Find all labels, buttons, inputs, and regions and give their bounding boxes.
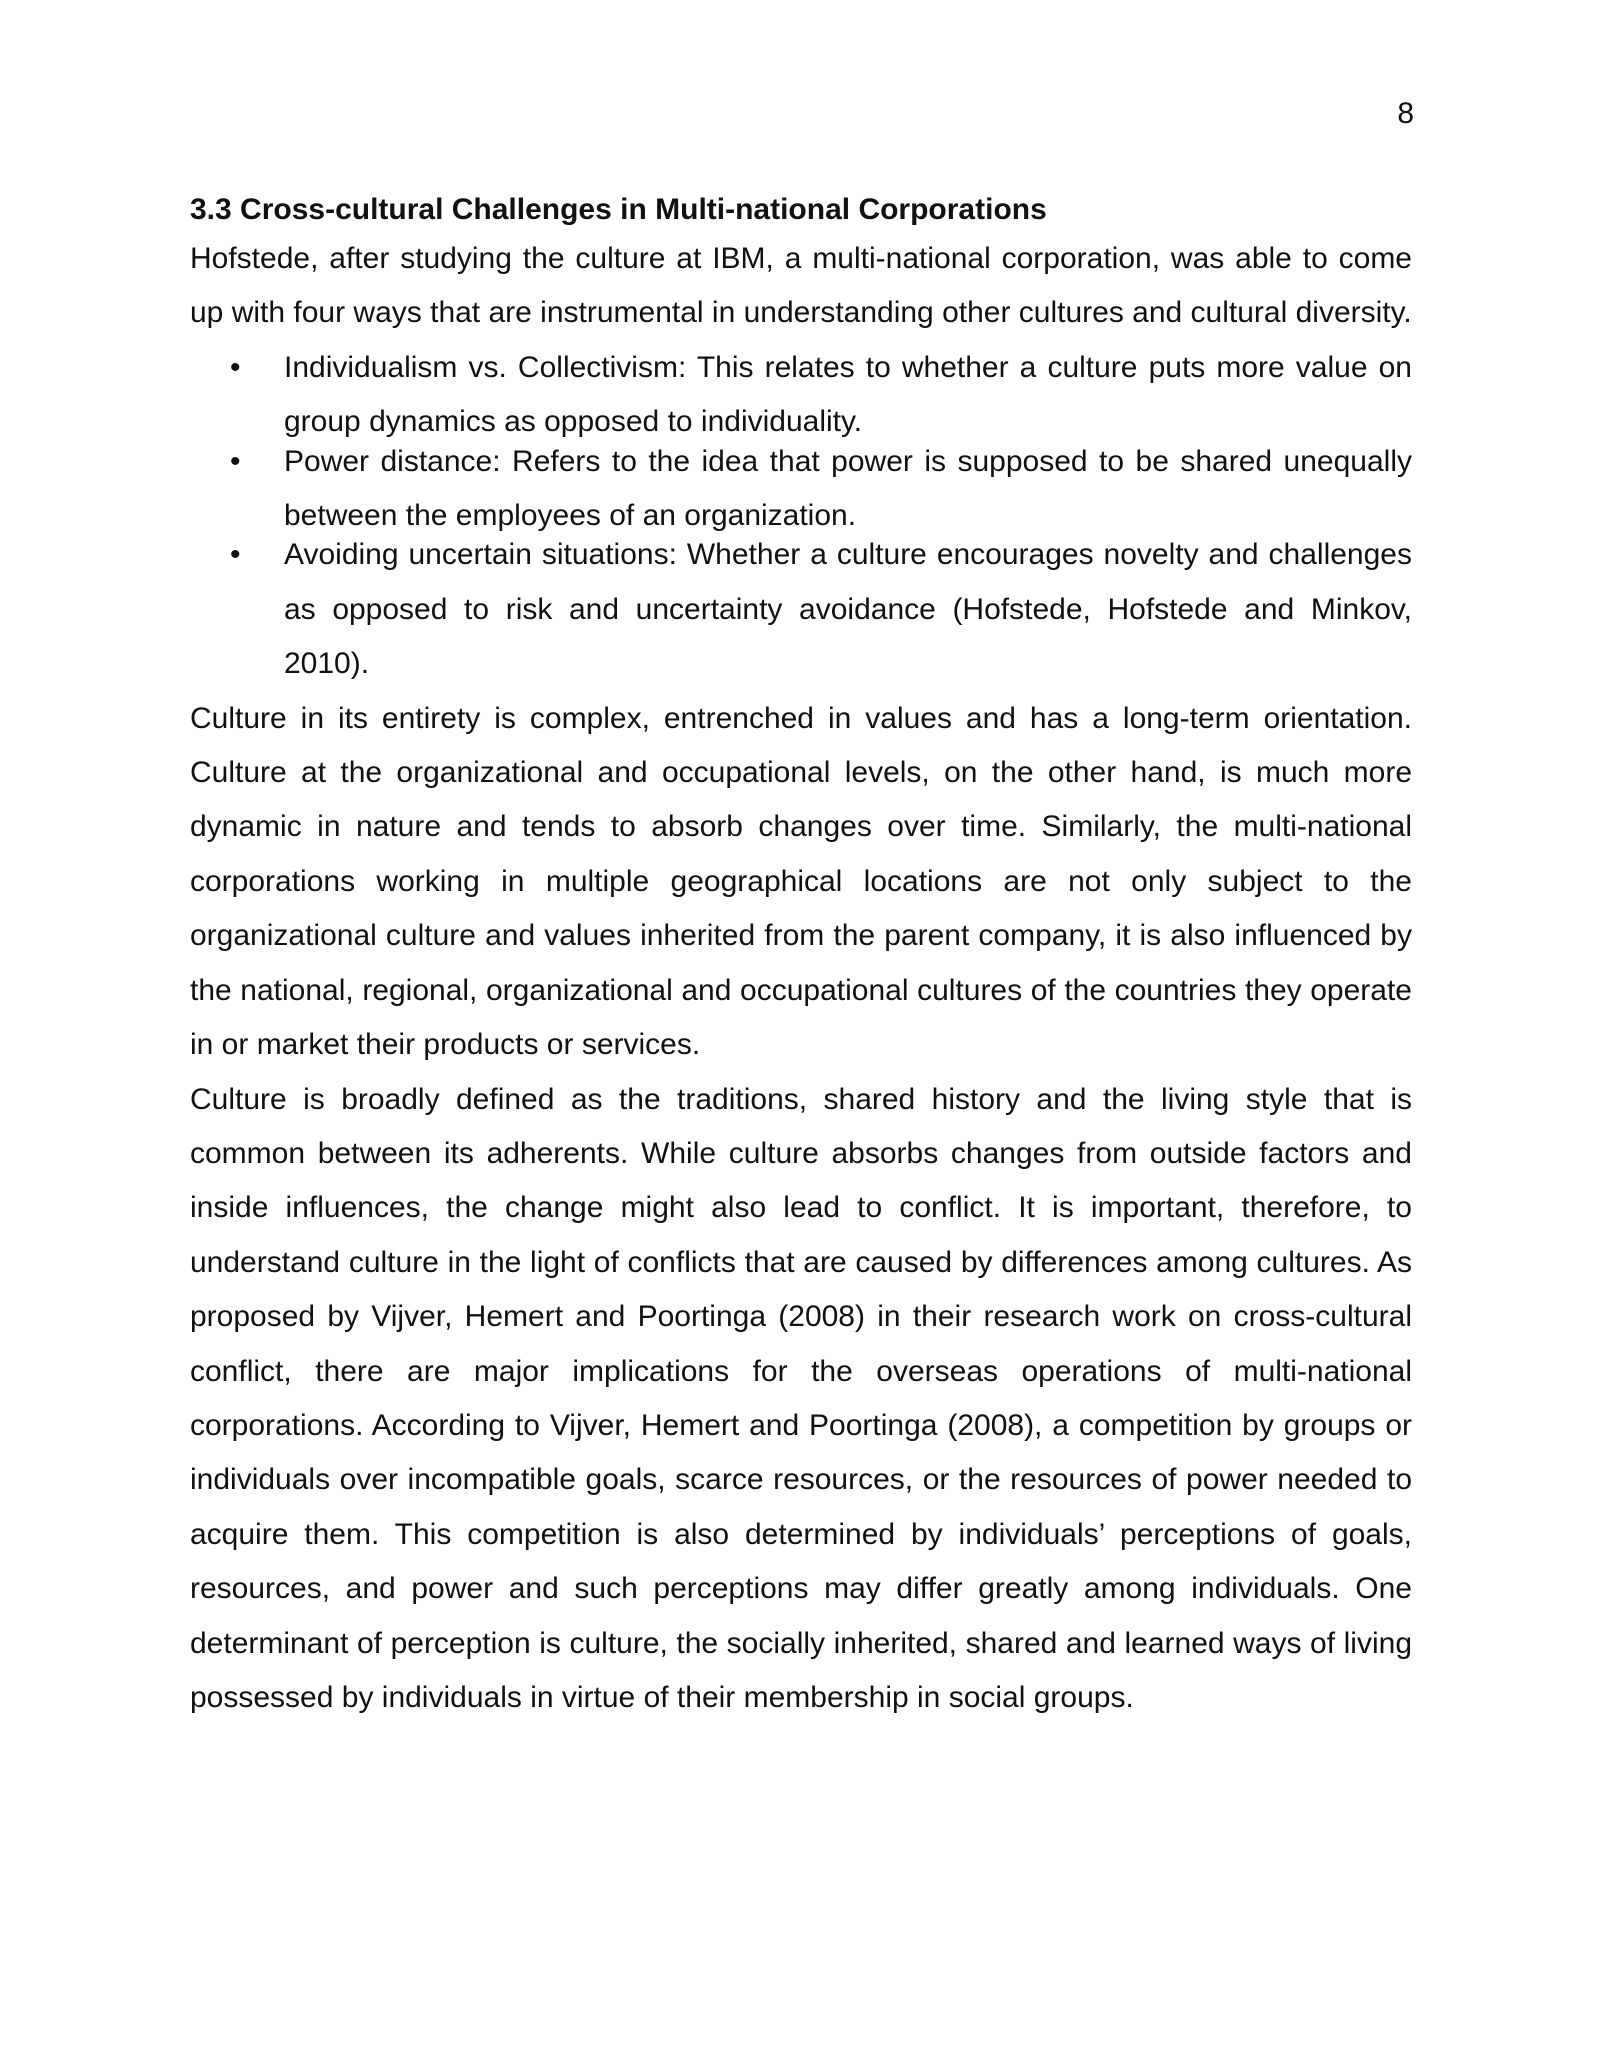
bullet-icon: • [230,538,241,572]
body-paragraph-culture-definition: Culture is broadly defined as the traditions, shared history and the living style that is common between its adherents. While culture absorbs changes from outside factors and inside influences, the change might also lead to conflict. It is important, therefore, to understand culture in the light of conflicts that are caused by differences among cultures. As proposed by Vijver, Hemert and Poortinga (2008) in their research work on cross-cultural conflict, there are major implications for the overseas operations of multi-national corporations. According to Vijver, Hemert and Poortinga (2008), a competition by groups or individuals over incompatible goals, scarce resources, or the resources of power needed to acquire them. This competition is also determined by individuals’ perceptions of goals, resources, and power and such perceptions may differ greatly among individuals. One determinant of perception is culture, the socially inherited, shared and learned ways of living possessed by individuals in virtue of their membership in social groups. [190,1082,1412,1714]
intro-paragraph: Hofstede, after studying the culture at IBM, a multi-national corporation, was able to come up with four ways that are instrumental in understanding other cultures and cultural diversity. [190,242,1412,330]
bullet-text: Power distance: Refers to the idea that power is supposed to be shared unequally between the employees of an organization. [284,444,1412,533]
document-body [190,188,1412,1725]
body-paragraph-culture-complexity: Culture in its entirety is complex, entrenched in values and has a long-term orientation. Culture at the organizational and occupational levels, on the other hand, is much more dynamic in nature and tends to absorb changes over time. Similarly, the multi-national corporations working in multiple geographical locations are not only subject to the organizational culture and values inherited from the parent company, it is also influenced by the national, regional, organizational and occupational cultures of the countries they operate in or market their products or services. [190,701,1412,1062]
bullet-item-individualism [230,341,1412,450]
section-heading: 3.3 Cross-cultural Challenges in Multi-national Corporations [190,193,1047,226]
page-number: 8 [1397,97,1414,130]
bullet-list [190,341,1412,692]
bullet-item-uncertainty-avoidance [230,528,1412,691]
bullet-item-power-distance [230,435,1412,544]
bullet-icon: • [230,444,241,478]
bullet-text: Individualism vs. Collectivism: This relates to whether a culture puts more value on group dynamics as opposed to individuality. [284,350,1412,439]
bullet-icon: • [230,350,241,384]
bullet-text: Avoiding uncertain situations: Whether a culture encourages novelty and challenges as opposed to risk and uncertainty avoidance (Hofstede, Hofstede and Minkov, 2010). [284,538,1412,681]
